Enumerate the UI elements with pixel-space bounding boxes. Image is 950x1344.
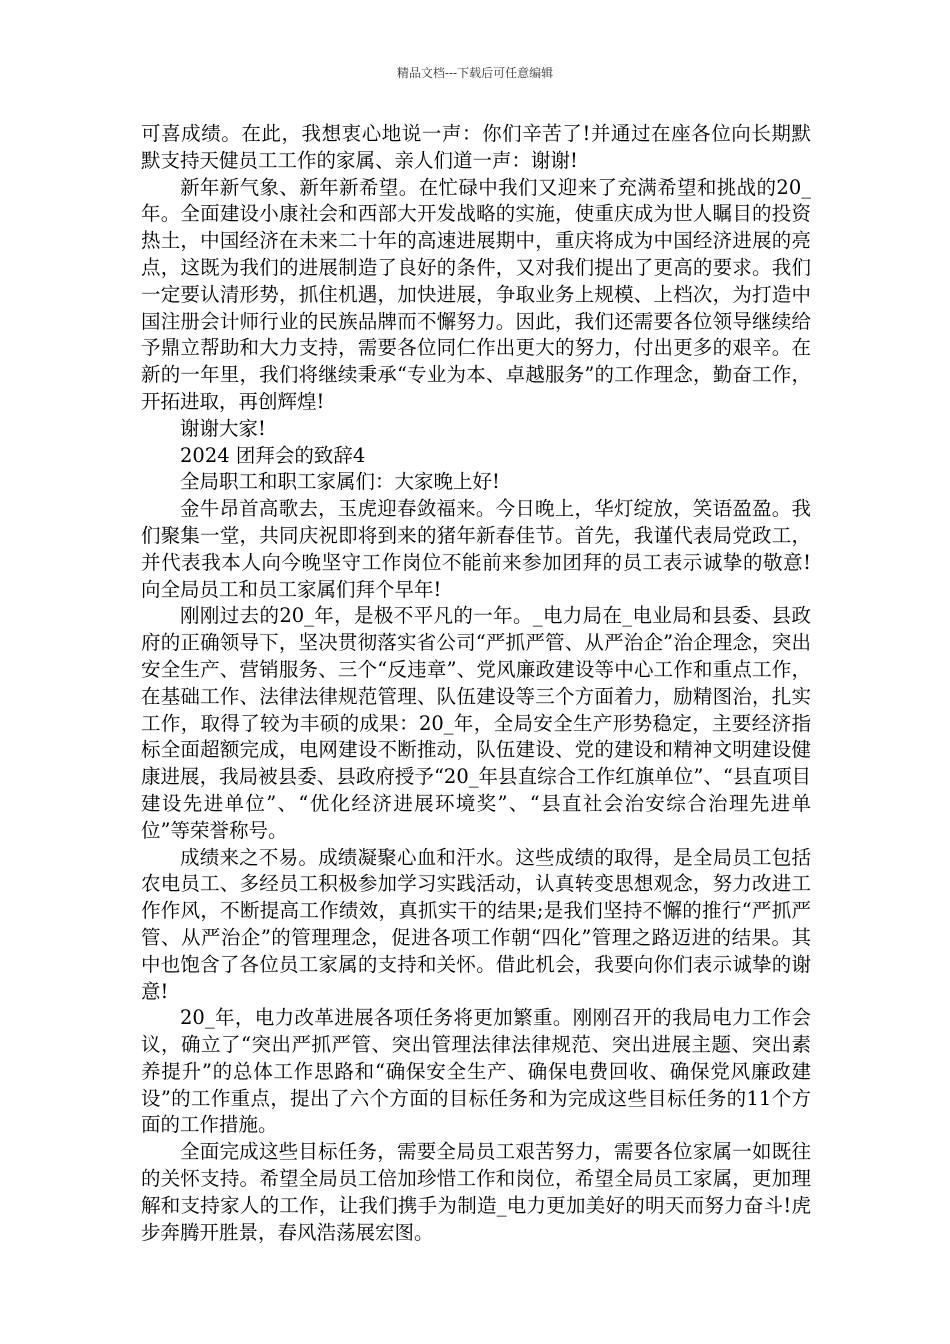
page-header: 精品文档---下载后可任意编辑 (396, 66, 554, 80)
section-title: 2024 团拜会的致辞4 (180, 443, 366, 467)
paragraph-greeting: 金牛昂首高歌去，玉虎迎春敛福来。今日晚上，华灯绽放，笑语盈盈。我们聚集一堂，共同庆祝即将到来的猪年新春佳节。首先，我谨代表局党政工，并代表我本人向今晚坚守工作岗位不能前来参加团拜的员工表示诚挚的敬意!向全局员工和员工家属们拜个早年! (141, 497, 811, 601)
salutation: 全局职工和职工家属们：大家晚上好! (180, 470, 500, 494)
document-body (141, 121, 811, 1246)
paragraph-thanks: 谢谢大家! (180, 416, 266, 440)
paragraph-closing: 全面完成这些目标任务，需要全局员工艰苦努力，需要各位家属一如既往的关怀支持。希望全局员工倍加珍惜工作和岗位，希望全局员工家属，更加理解和支持家人的工作，让我们携手为制造_电力更加美好的明天而努力奋斗!虎步奔腾开胜景，春风浩荡展宏图。 (141, 1140, 811, 1244)
paragraph-new-year: 新年新气象、新年新希望。在忙碌中我们又迎来了充满希望和挑战的20_年。全面建设小康社会和西部大开发战略的实施，使重庆成为世人瞩目的投资热土，中国经济在未来二十年的高速进展期中，重庆将成为中国经济进展的亮点，这既为我们的进展制造了良好的条件，又对我们提出了更高的要求。我们一定要认清形势，抓住机遇，加快进展，争取业务上规模、上档次，为打造中国注册会计师行业的民族品牌而不懈努力。因此，我们还需要各位领导继续给予鼎立帮助和大力支持，需要各位同仁作出更大的努力，付出更多的艰辛。在新的一年里，我们将继续秉承“专业为本、卓越服务”的工作理念，勤奋工作，开拓进取，再创辉煌! (141, 175, 811, 413)
paragraph-achievements: 成绩来之不易。成绩凝聚心血和汗水。这些成绩的取得，是全局员工包括农电员工、多经员工积极参加学习实践活动，认真转变思想观念，努力改进工作作风，不断提高工作绩效，真抓实干的结果;是我们坚持不懈的推行“严抓严管、从严治企”的管理理念，促进各项工作朝“四化”管理之路迈进的结果。其中也饱含了各位员工家属的支持和关怀。借此机会，我要向你们表示诚挚的谢意! (141, 845, 811, 1003)
paragraph-tasks: 20_年，电力改革进展各项任务将更加繁重。刚刚召开的我局电力工作会议，确立了“突出严抓严管、突出管理法律法律规范、突出进展主题、突出素养提升”的总体工作思路和“确保安全生产、确保电费回收、确保党风廉政建设”的工作重点，提出了六个方面的目标任务和为完成这些目标任务的11个方面的工作措施。 (141, 1006, 811, 1137)
paragraph-review: 刚刚过去的20_年，是极不平凡的一年。_电力局在_电业局和县委、县政府的正确领导下，坚决贯彻落实省公司“严抓严管、从严治企”治企理念，突出安全生产、营销服务、三个“反违章”、党风廉政建设等中心工作和重点工作，在基础工作、法律法律规范管理、队伍建设等三个方面着力，励精图治，扎实工作，取得了较为丰硕的成果：20_年，全局安全生产形势稳定，主要经济指标全面超额完成，电网建设不断推动，队伍建设、党的建设和精神文明建设健康进展，我局被县委、县政府授予“20_年县直综合工作红旗单位”、“县直项目建设先进单位”、“优化经济进展环境奖”、“县直社会治安综合治理先进单位”等荣誉称号。 (141, 604, 811, 842)
paragraph-continuation: 可喜成绩。在此，我想衷心地说一声：你们辛苦了!并通过在座各位向长期默默支持天健员工工作的家属、亲人们道一声：谢谢! (141, 122, 811, 172)
